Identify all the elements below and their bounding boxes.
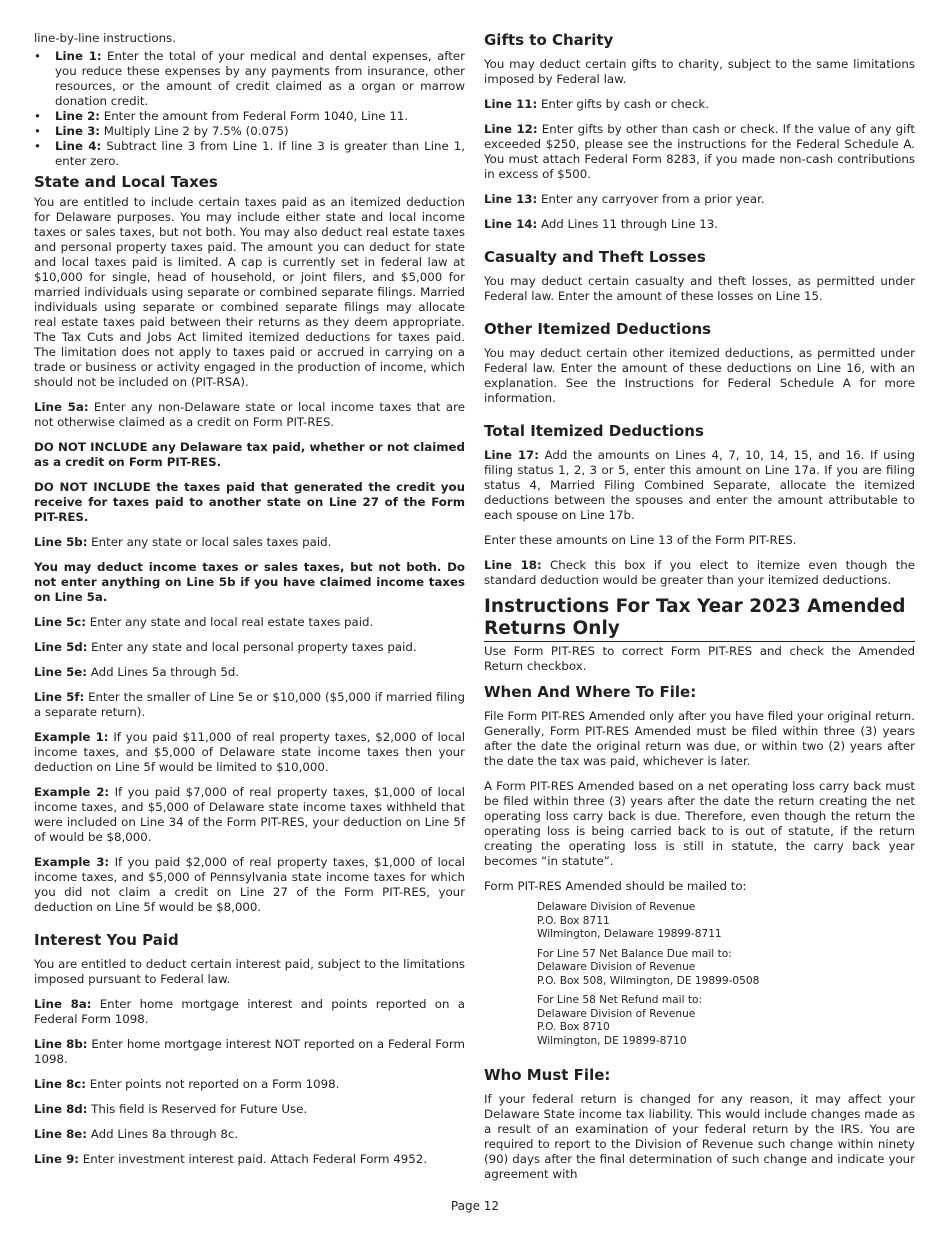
- line-5b: Line 5b: Enter any state or local sales taxes paid.: [34, 535, 332, 549]
- line-5d: Line 5d: Enter any state and local personal property taxes paid.: [34, 640, 417, 654]
- who-must-file-heading: Who Must File:: [484, 1066, 611, 1084]
- line-12: Line 12: Enter gifts by other than cash or check. If the value of any gift exceeded $250, please see the instructions for the Federal Schedule A. You must attach Federal Form 8283, if you made non-cash contributions in excess of $500.: [484, 122, 916, 181]
- mailing-address-refund: For Line 58 Net Refund mail to: Delaware Division of Revenue P.O. Box 8710 Wilmington, DE 19899-8710: [537, 994, 703, 1047]
- line-5c: Line 5c: Enter any state and local real estate taxes paid.: [34, 615, 374, 629]
- interest-heading: Interest You Paid: [34, 931, 179, 949]
- list-item: • Line 3: Multiply Line 2 by 7.5% (0.075): [34, 124, 465, 139]
- interest-text: You are entitled to deduct certain interest paid, subject to the limitations imposed pursuant to Federal law.: [34, 957, 465, 986]
- example-3: Example 3: If you paid $2,000 of real property taxes, $1,000 of local income taxes, and $5,000 of Pennsylvania state income taxes for which you did not claim a credit on Line 27 of the Form PIT-RES, your deduction on Line 5f would be $8,000.: [34, 855, 465, 914]
- intro-text: line-by-line instructions.: [34, 31, 176, 45]
- page-number: Page 12: [450, 1199, 500, 1213]
- state-local-heading: State and Local Taxes: [34, 173, 218, 191]
- list-item: • Line 4: Subtract line 3 from Line 1. If line 3 is greater than Line 1, enter zero.: [34, 139, 465, 169]
- line-14: Line 14: Add Lines 11 through Line 13.: [484, 217, 718, 231]
- when-where-text: File Form PIT-RES Amended only after you have filed your original return. Generally, Form PIT-RES Amended must be filed within three (3) years after the date the original return was due, or within two (2) years after the date the tax was paid, whichever is later.: [484, 709, 915, 768]
- list-item: • Line 2: Enter the amount from Federal Form 1040, Line 11.: [34, 109, 465, 124]
- gifts-text: You may deduct certain gifts to charity, subject to the same limitations imposed by Federal law.: [484, 57, 915, 86]
- mailing-intro: Form PIT-RES Amended should be mailed to:: [484, 879, 747, 893]
- line-bullet-list: [34, 49, 465, 169]
- line-18: Line 18: Check this box if you elect to itemize even though the standard deduction would be greater than your itemized deductions.: [484, 558, 916, 587]
- line-5a: Line 5a: Enter any non-Delaware state or local income taxes that are not otherwise claimed as a credit on Form PIT-RES.: [34, 400, 465, 429]
- casualty-heading: Casualty and Theft Losses: [484, 248, 706, 266]
- warning-income-or-sales: You may deduct income taxes or sales taxes, but not both. Do not enter anything on Line 5b if you have claimed income taxes on Line 5a.: [34, 560, 465, 604]
- line-11: Line 11: Enter gifts by cash or check.: [484, 97, 710, 111]
- line-13: Line 13: Enter any carryover from a prior year.: [484, 192, 765, 206]
- amended-text: Use Form PIT-RES to correct Form PIT-RES and check the Amended Return checkbox.: [484, 644, 915, 673]
- line-5f: Line 5f: Enter the smaller of Line 5e or $10,000 ($5,000 if married filing a separate return).: [34, 690, 465, 719]
- total-deductions-heading: Total Itemized Deductions: [484, 422, 704, 440]
- when-where-heading: When And Where To File:: [484, 683, 697, 701]
- line-5e: Line 5e: Add Lines 5a through 5d.: [34, 665, 240, 679]
- warning-delaware-tax: DO NOT INCLUDE any Delaware tax paid, whether or not claimed as a credit on Form PIT-RES.: [34, 440, 465, 469]
- gifts-heading: Gifts to Charity: [484, 31, 614, 49]
- line-17: Line 17: Add the amounts on Lines 4, 7, 10, 14, 15, and 16. If using filing status 1, 2, 3 or 5, enter this amount on Line 17a. If you are filing status 4, Married Filing Combined Separate, allocate the itemized deductions between the spouses and enter the amount attributable to each spouse on Line 17b.: [484, 448, 915, 522]
- list-item: • Line 1: Enter the total of your medical and dental expenses, after you reduce these expenses by any payments from insurance, other resources, or the amount of credit claimed as a organ or marrow donation credit.: [34, 49, 465, 109]
- line-8e: Line 8e: Add Lines 8a through 8c.: [34, 1127, 239, 1141]
- warning-other-state-credit: DO NOT INCLUDE the taxes paid that generated the credit you receive for taxes paid to another state on Line 27 of the Form PIT-RES.: [34, 480, 465, 524]
- casualty-text: You may deduct certain casualty and theft losses, as permitted under Federal law. Enter the amount of these losses on Line 15.: [484, 274, 915, 303]
- line-9: Line 9: Enter investment interest paid. Attach Federal Form 4952.: [34, 1152, 428, 1166]
- example-2: Example 2: If you paid $7,000 of real property taxes, $1,000 of local income taxes, and $5,000 of Delaware state income taxes withheld that were included on Line 34 of the Form PIT-RES, your deduction on Line 5f of would be $8,000.: [34, 785, 465, 844]
- nol-carryback-text: A Form PIT-RES Amended based on a net operating loss carry back must be filed within three (3) years after the date the return creating the net operating loss carry back is due. Therefore, even though the return the operating loss is being carried back to is out of statute, if the return creating the operating loss is still in statute, the carry back year becomes “in statute”.: [484, 779, 915, 868]
- line-8b: Line 8b: Enter home mortgage interest NOT reported on a Federal Form 1098.: [34, 1037, 465, 1066]
- other-deductions-heading: Other Itemized Deductions: [484, 320, 712, 338]
- mailing-address-general: Delaware Division of Revenue P.O. Box 8711 Wilmington, Delaware 19899-8711: [537, 901, 722, 940]
- other-deductions-text: You may deduct certain other itemized deductions, as permitted under Federal law. Enter the amount of these deductions on Line 16, with an explanation. See the Instructions for Federal Schedule A for more information.: [484, 346, 915, 405]
- left-column: [34, 31, 465, 1177]
- line-8a: Line 8a: Enter home mortgage interest and points reported on a Federal Form 1098.: [34, 997, 465, 1026]
- amended-returns-heading: Instructions For Tax Year 2023 Amended Returns Only: [484, 596, 915, 642]
- mailing-address-balance-due: For Line 57 Net Balance Due mail to: Delaware Division of Revenue P.O. Box 508, Wilmington, DE 19899-0508: [537, 947, 760, 987]
- state-local-text: You are entitled to include certain taxes paid as an itemized deduction for Delaware purposes. You may include either state and local income taxes or sales taxes, but not both. You may also deduct real estate taxes and personal property taxes paid. The amount you can deduct for state and local taxes paid is limited. A cap is currently set in federal law at $10,000 for single, head of household, or joint filers, and $5,000 for married individuals using separate or combined separate filings. Married individuals using separate or combined separate filings may allocate real estate taxes paid between their returns as they deem appropriate. The Tax Cuts and Jobs Act limited itemized deductions for taxes paid. The limitation does not apply to taxes paid or accrued in carrying on a trade or business or activity engaged in the production of income, which should not be included on (PIT-RSA).: [34, 195, 465, 389]
- line-8c: Line 8c: Enter points not reported on a Form 1098.: [34, 1077, 340, 1091]
- who-must-file-text: If your federal return is changed for any reason, it may affect your Delaware State income tax liability. This would include changes made as a result of an examination of your federal return by the IRS. You are required to report to the Division of Revenue such change within ninety (90) days after the final determination of such change and indicate your agreement with: [484, 1092, 915, 1181]
- right-column: [484, 31, 915, 1192]
- example-1: Example 1: If you paid $11,000 of real property taxes, $2,000 of local income taxes, and $5,000 of Delaware state income taxes then your deduction on Line 5f would be limited to $10,000.: [34, 730, 465, 774]
- line-8d: Line 8d: This field is Reserved for Future Use.: [34, 1102, 308, 1116]
- enter-amounts-text: Enter these amounts on Line 13 of the Form PIT-RES.: [484, 533, 797, 547]
